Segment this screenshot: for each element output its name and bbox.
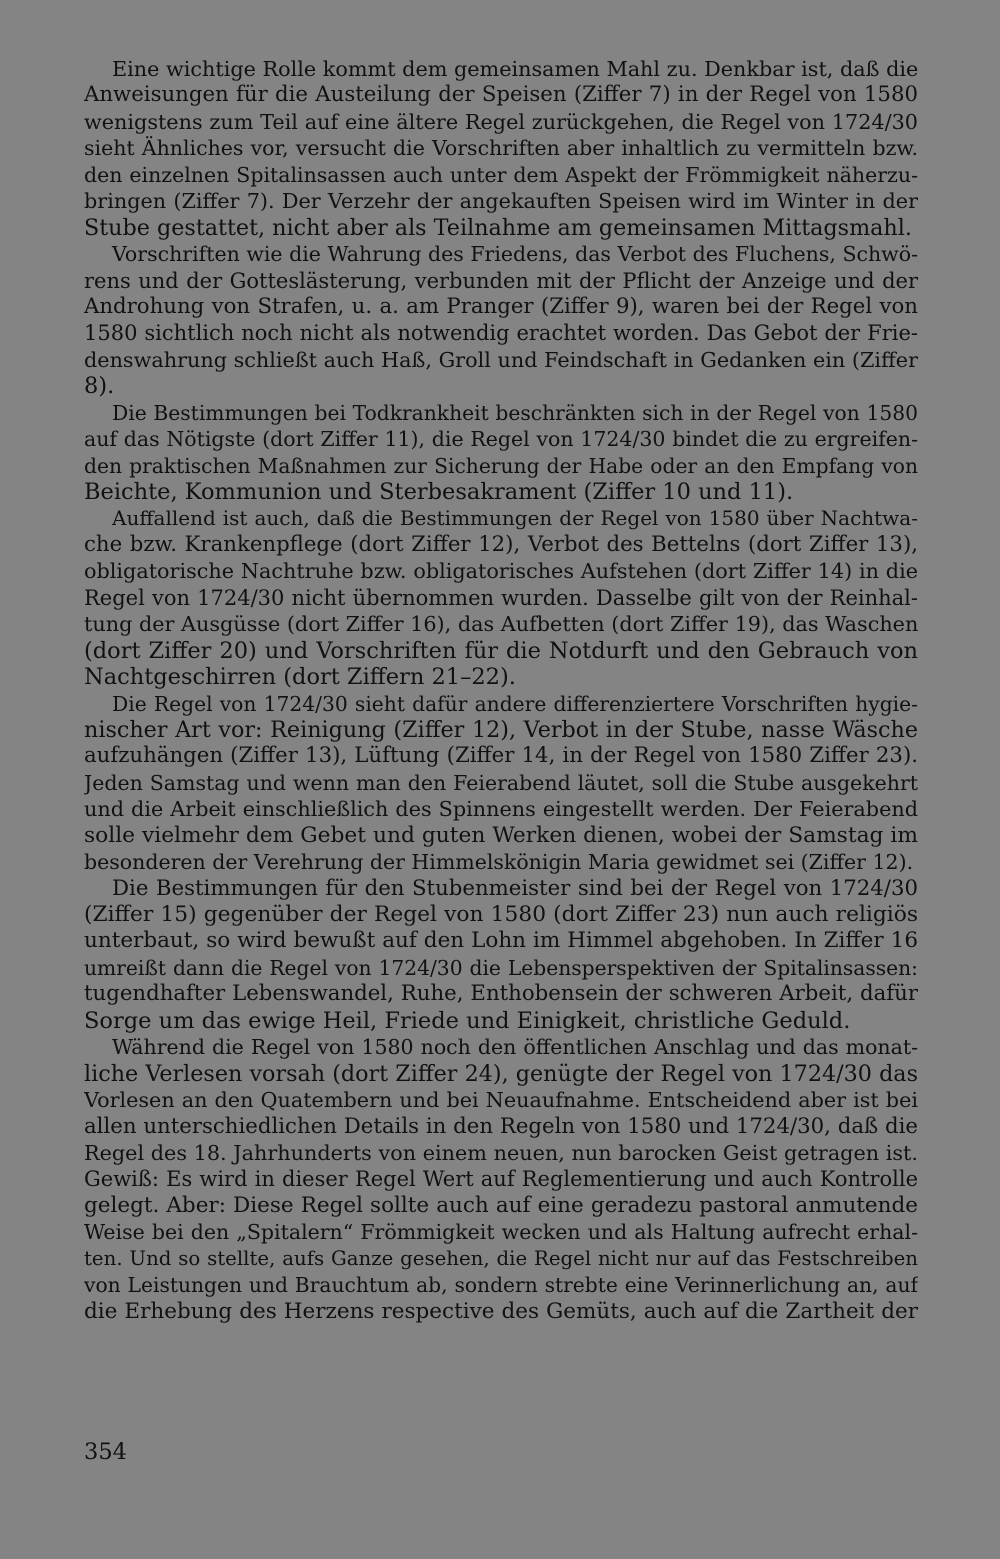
text-line: Die Bestimmungen für den Stubenmeister sind bei der Regel von 1724/30	[112, 875, 918, 901]
text-line: Stube gestattet, nicht aber als Teilnahme am gemeinsamen Mittagsmahl.	[84, 214, 912, 241]
text-line: Die Bestimmungen bei Todkrankheit beschränkten sich in der Regel von 1580	[112, 400, 918, 425]
text-line: nischer Art vor: Reinigung (Ziffer 12), Verbot in der Stube, nasse Wäsche	[84, 716, 918, 743]
text-line: Eine wichtige Rolle kommt dem gemeinsamen Mahl zu. Denkbar ist, daß die	[112, 57, 918, 81]
text-line: Vorlesen an den Quatembern und bei Neuaufnahme. Entscheidend aber ist bei	[84, 1088, 918, 1113]
text-line: denswahrung schließt auch Haß, Groll und Feindschaft in Gedanken ein (Ziffer	[84, 347, 918, 372]
text-line: Während die Regel von 1580 noch den öffentlichen Anschlag und das monat-	[112, 1035, 918, 1060]
text-line: ten. Und so stellte, aufs Ganze gesehen, die Regel nicht nur auf das Festschreiben	[84, 1246, 918, 1270]
paragraph	[84, 505, 918, 690]
text-line: (Ziffer 15) gegenüber der Regel von 1580 (dort Ziffer 23) nun auch religiös	[84, 902, 918, 927]
text-line: besonderen der Verehrung der Himmelskönigin Maria gewidmet sei (Ziffer 12).	[84, 850, 914, 875]
text-line: Jeden Samstag und wenn man den Feierabend läutet, soll die Stube ausgekehrt	[84, 770, 918, 795]
text-line: che bzw. Krankenpflege (dort Ziffer 12), Verbot des Bettelns (dort Ziffer 13),	[84, 531, 918, 557]
text-line: rens und der Gotteslästerung, verbunden mit der Pflicht der Anzeige und der	[84, 268, 918, 293]
text-line: gelegt. Aber: Diese Regel sollte auch auf eine geradezu pastoral anmutende	[84, 1192, 918, 1218]
text-line: aufzuhängen (Ziffer 13), Lüftung (Ziffer 14, in der Regel von 1580 Ziffer 23).	[84, 743, 918, 769]
text-line: 8).	[84, 373, 115, 400]
text-line: sieht Ähnliches vor, versucht die Vorschriften aber inhaltlich zu vermitteln bzw.	[84, 136, 918, 161]
text-line: wenigstens zum Teil auf eine ältere Regel zurückgehen, die Regel von 1724/30	[84, 109, 918, 134]
text-line: Regel von 1724/30 nicht übernommen wurden. Dasselbe gilt von der Reinhal-	[84, 585, 918, 610]
paragraph	[84, 241, 918, 400]
page-number: 354	[84, 1439, 127, 1465]
text-line: auf das Nötigste (dort Ziffer 11), die Regel von 1724/30 bindet die zu ergreifen-	[84, 427, 918, 452]
text-line: bringen (Ziffer 7). Der Verzehr der angekauften Speisen wird im Winter in der	[84, 189, 918, 214]
text-line: tugendhafter Lebenswandel, Ruhe, Enthobensein der schweren Arbeit, dafür	[84, 981, 918, 1007]
text-line: Weise bei den „Spitalern“ Frömmigkeit wecken und als Haltung aufrecht erhal-	[84, 1220, 918, 1245]
text-line: und die Arbeit einschließlich des Spinnens eingestellt werden. Der Feierabend	[84, 797, 918, 822]
text-line: tung der Ausgüsse (dort Ziffer 16), das Aufbetten (dort Ziffer 19), das Waschen	[84, 612, 918, 637]
text-line: die Erhebung des Herzens respective des Gemüts, auch auf die Zartheit der	[84, 1298, 918, 1324]
page-body	[84, 56, 918, 1496]
text-line: Vorschriften wie die Wahrung des Friedens, das Verbot des Fluchens, Schwö-	[112, 242, 918, 267]
text-line: Gewiß: Es wird in dieser Regel Wert auf Reglementierung und auch Kontrolle	[84, 1167, 918, 1192]
text-line: Anweisungen für die Austeilung der Speisen (Ziffer 7) in der Regel von 1580	[84, 82, 918, 108]
text-line: den einzelnen Spitalinsassen auch unter dem Aspekt der Frömmigkeit näherzu-	[84, 162, 918, 187]
text-line: (dort Ziffer 20) und Vorschriften für die Notdurft und den Gebrauch von	[84, 637, 918, 664]
text-line: von Leistungen und Brauchtum ab, sondern strebte eine Verinnerlichung an, auf	[84, 1273, 918, 1298]
text-line: Die Regel von 1724/30 sieht dafür andere differenziertere Vorschriften hygie-	[112, 691, 918, 716]
text-line: solle vielmehr dem Gebet und guten Werken dienen, wobei der Samstag im	[84, 822, 918, 848]
text-line: 1580 sichtlich noch nicht als notwendig erachtet worden. Das Gebot der Frie-	[84, 321, 918, 346]
text-line: Auffallend ist auch, daß die Bestimmungen der Regel von 1580 über Nachtwa-	[112, 506, 918, 531]
text-line: den praktischen Maßnahmen zur Sicherung der Habe oder an den Empfang von	[84, 453, 918, 478]
paragraph	[84, 400, 918, 506]
text-line: Nachtgeschirren (dort Ziffern 21–22).	[84, 664, 516, 691]
paragraph	[84, 691, 918, 876]
text-line: unterbaut, so wird bewußt auf den Lohn im Himmel abgehoben. In Ziffer 16	[84, 928, 918, 954]
paragraph	[84, 56, 918, 241]
paragraph	[84, 1034, 918, 1325]
paragraph	[84, 876, 918, 1035]
text-line: Sorge um das ewige Heil, Friede und Einigkeit, christliche Geduld.	[84, 1007, 851, 1034]
text-line: allen unterschiedlichen Details in den Regeln von 1580 und 1724/30, daß die	[84, 1113, 918, 1139]
text-line: Androhung von Strafen, u. a. am Pranger (Ziffer 9), waren bei der Regel von	[84, 293, 918, 319]
text-line: Beichte, Kommunion und Sterbesakrament (Ziffer 10 und 11).	[84, 479, 794, 505]
text-line: liche Verlesen vorsah (dort Ziffer 24), genügte der Regel von 1724/30 das	[84, 1060, 918, 1087]
text-line: Regel des 18. Jahrhunderts von einem neuen, nun barocken Geist getragen ist.	[84, 1140, 918, 1165]
text-line: umreißt dann die Regel von 1724/30 die Lebensperspektiven der Spitalinsassen:	[84, 955, 918, 980]
text-line: obligatorische Nachtruhe bzw. obligatorisches Aufstehen (dort Ziffer 14) in die	[84, 559, 918, 584]
